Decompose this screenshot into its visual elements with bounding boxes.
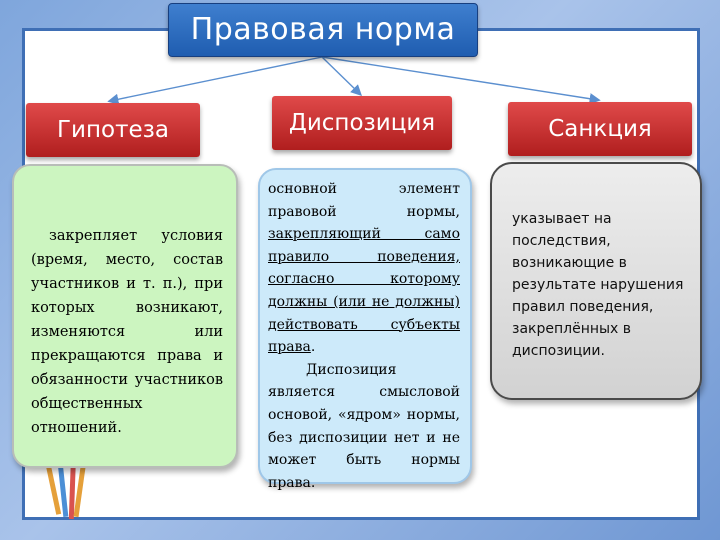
disposition-lead: основной элемент правовой нормы, xyxy=(268,181,460,220)
sanction-card xyxy=(490,162,702,400)
connector-to-hypothesis xyxy=(110,57,322,101)
hypothesis-text: закрепляет условия (время, место, состав участников и т. п.), при которых возникают, изменяются или прекращаются права и обязанности участников общественных отношений. xyxy=(31,228,223,436)
header-sanction: Санкция xyxy=(508,102,692,156)
connector-to-sanction xyxy=(322,57,598,100)
disposition-paragraph-1 xyxy=(268,178,460,359)
title-box: Правовая норма xyxy=(168,3,478,57)
header-disposition: Диспозиция xyxy=(272,96,452,150)
disposition-tail: . xyxy=(310,339,316,356)
disposition-paragraph-2: Диспозиция является смысловой основой, «ядром» нормы, без диспозиции нет и не может быть нормы права. xyxy=(268,361,460,491)
hypothesis-card xyxy=(12,164,238,468)
disposition-underlined: закрепляющий само правило поведения, согласно которому должны (или не должны) действовать субъекты права xyxy=(268,226,460,356)
sanction-text: указывает на последствия, возникающие в результате нарушения правил поведения, закреплённых в диспозиции. xyxy=(512,211,684,359)
header-hypothesis: Гипотеза xyxy=(26,103,200,157)
disposition-card xyxy=(258,168,472,491)
